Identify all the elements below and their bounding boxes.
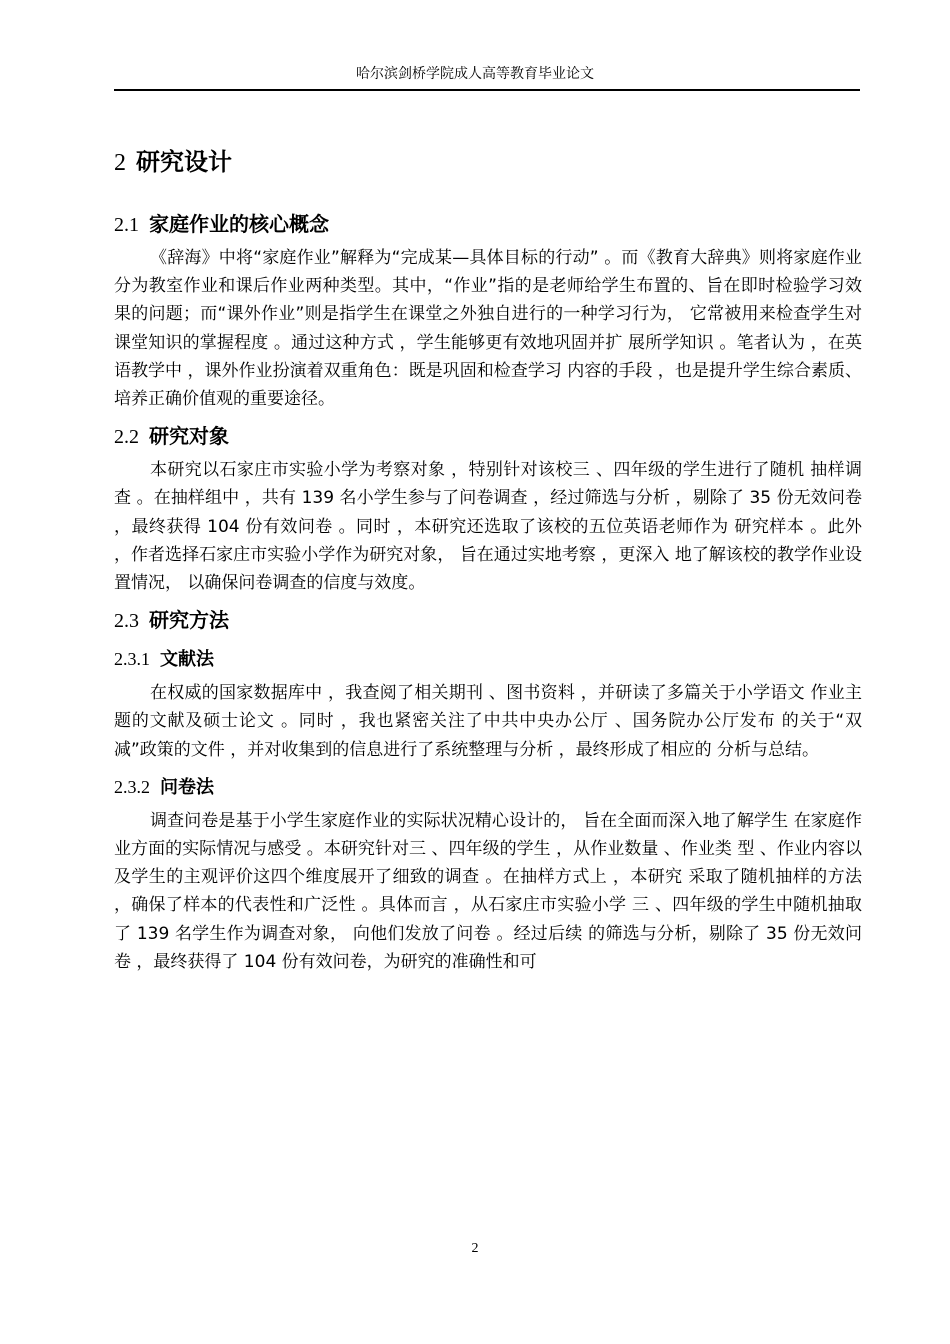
page-number: 2 xyxy=(471,1241,479,1256)
paragraph-2-2: 本研究以石家庄市实验小学为考察对象 ，特别针对该校三 、四年级的学生进行了随机 抽样调查 。在抽样组中 ，共有 139 名小学生参与了问卷调查 ，经过筛选与分析 ，剔除了 35 份无效问卷 ，最终获得 104 份有效问卷 。同时 ，本研究还选取了该校的五位英语老师作为 研究样本 。此外 ，作者选择石家庄市实验小学作为研究对象， 旨在通过实地考察 ，更深入 地了解该校的教学作业设置情况， 以确保问卷调查的信度与效度。 xyxy=(114,460,862,594)
section-heading-2-2 xyxy=(114,417,862,456)
paragraph-2-3-1: 在权威的国家数据库中 ，我查阅了相关期刊 、图书资料 ，并研读了多篇关于小学语文 作业主题的文献及硕士论文 。同时 ，我也紧密关注了中共中央办公厅 、国务院办公厅发布 的关于“双减”政策的文件 ，并对收集到的信息进行了系统整理与分析 ，最终形成了相应的 分析与总结。 xyxy=(114,683,862,760)
header-rule xyxy=(114,89,860,91)
paragraph-2-3-2: 调查问卷是基于小学生家庭作业的实际状况精心设计的， 旨在全面而深入地了解学生 在家庭作业方面的实际情况与感受 。本研究针对三 、四年级的学生 ，从作业数量 、作业类 型 、作业内容以及学生的主观评价这四个维度展开了细致的调查 。在抽样方式上 ，本研究 采取了随机抽样的方法 ，确保了样本的代表性和广泛性 。具体而言 ，从石家庄市实验小学 三 、四年级的学生中随机抽取了 139 名学生作为调查对象， 向他们发放了问卷 。经过后续 的筛选与分析，剔除了 35 份无效问卷 ，最终获得了 104 份有效问卷，为研究的准确性和可 xyxy=(114,810,862,972)
chapter-title: 研究设计 xyxy=(136,148,232,176)
chapter-heading xyxy=(114,140,862,185)
section-title: 研究方法 xyxy=(149,608,229,633)
subsection-title: 问卷法 xyxy=(160,776,214,798)
section-title: 家庭作业的核心概念 xyxy=(149,212,329,236)
subsection-heading-2-3-1 xyxy=(114,640,862,679)
section-number: 2.1 xyxy=(114,214,139,236)
subsection-number: 2.3.2 xyxy=(114,776,150,797)
subsection-title: 文献法 xyxy=(160,649,214,671)
section-number: 2.3 xyxy=(114,610,139,633)
paragraph-2-1: 《辞海》中将“家庭作业”解释为“完成某—具体目标的行动” 。而《教育大辞典》则将家庭作业分为教室作业和课后作业两种类型。其中，“作业”指的是老师给学生布置的、旨在即时检验学习效果的问题；而“课外作业”则是指学生在课堂之外独自进行的一种学习行为， 它常被用来检查学生对课堂知识的掌握程度 。通过这种方式 ，学生能够更有效地巩固并扩 展所学知识 。笔者认为 ，在英语教学中 ，课外作业扮演着双重角色：既是巩固和检查学习 内容的手段 ，也是提升学生综合素质、培养正确价值观的重要途径。 xyxy=(114,248,862,410)
chapter-number: 2 xyxy=(114,150,126,176)
section-title: 研究对象 xyxy=(149,424,229,449)
section-number: 2.2 xyxy=(114,426,139,449)
section-heading-2-3 xyxy=(114,601,862,640)
running-header: 哈尔滨剑桥学院成人高等教育毕业论文 xyxy=(356,66,594,82)
section-heading-2-1 xyxy=(114,205,862,244)
subsection-number: 2.3.1 xyxy=(114,649,150,670)
subsection-heading-2-3-2 xyxy=(114,768,862,807)
document-body xyxy=(114,140,862,980)
